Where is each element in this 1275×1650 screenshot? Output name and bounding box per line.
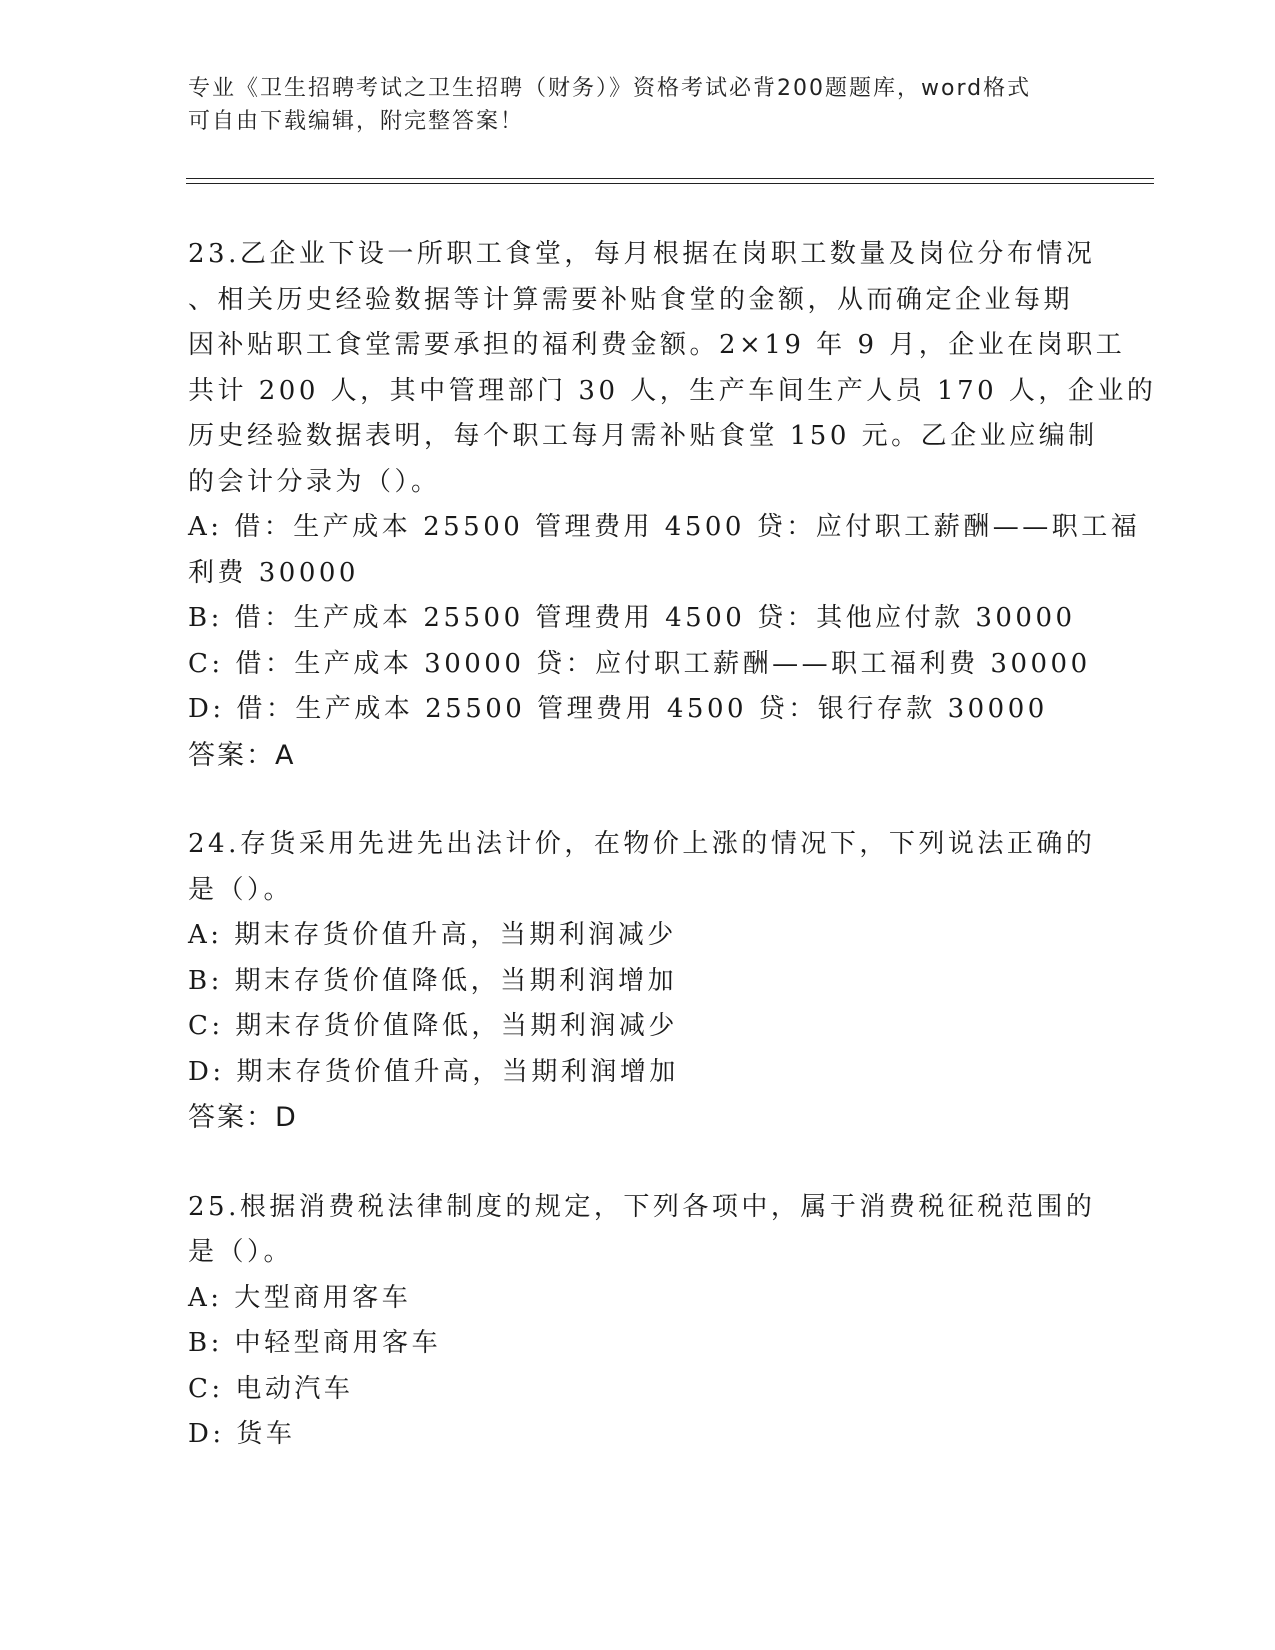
option-d: D: 期末存货价值升高，当期利润增加 <box>188 1056 679 1087</box>
question-stem-line: 的会计分录为（）。 <box>188 466 441 497</box>
option-a: A: 期末存货价值升高，当期利润减少 <box>188 920 677 950</box>
option-a: A: 大型商用客车 <box>188 1282 412 1313</box>
header-line: 专业《卫生招聘考试之卫生招聘（财务）》资格考试必背200题题库，word格式 <box>188 76 1032 101</box>
question-24 <box>188 822 1096 1141</box>
answer-label: 答案：A <box>188 739 296 771</box>
question-stem-line: 、相关历史经验数据等计算需要补贴食堂的金额，从而确定企业每期 <box>188 284 1074 315</box>
header-line: 可自由下载编辑，附完整答案！ <box>188 109 525 134</box>
option-c: C: 电动汽车 <box>188 1373 354 1404</box>
option-a-continued: 利费 30000 <box>188 557 359 588</box>
option-c: C: 期末存货价值降低，当期利润减少 <box>188 1011 678 1041</box>
header-divider <box>186 178 1154 184</box>
answer-label: 答案：D <box>188 1102 298 1133</box>
question-stem-line: 24.存货采用先进先出法计价，在物价上涨的情况下，下列说法正确的 <box>188 829 1096 859</box>
option-c: C: 借：生产成本 30000 贷：应付职工薪酬——职工福利费 30000 <box>188 648 1091 679</box>
option-d: D: 借：生产成本 25500 管理费用 4500 贷：银行存款 30000 <box>188 694 1048 724</box>
document-header <box>188 72 1088 138</box>
question-stem-line: 23.乙企业下设一所职工食堂，每月根据在岗职工数量及岗位分布情况 <box>188 239 1096 269</box>
option-d: D: 货车 <box>188 1419 296 1449</box>
question-25 <box>188 1185 1096 1458</box>
question-stem-line: 因补贴职工食堂需要承担的福利费金额。2×19 年 9 月，企业在岗职工 <box>188 330 1126 360</box>
question-stem-line: 共计 200 人，其中管理部门 30 人，生产车间生产人员 170 人，企业的 <box>188 375 1157 406</box>
question-list <box>188 232 1157 1502</box>
option-b: B: 中轻型商用客车 <box>188 1328 442 1358</box>
question-stem-line: 25.根据消费税法律制度的规定，下列各项中，属于消费税征税范围的 <box>188 1191 1096 1222</box>
question-stem-line: 是（）。 <box>188 1237 294 1267</box>
option-b: B: 期末存货价值降低，当期利润增加 <box>188 965 678 996</box>
question-stem-line: 是（）。 <box>188 874 294 905</box>
option-a: A: 借：生产成本 25500 管理费用 4500 贷：应付职工薪酬——职工福 <box>188 512 1141 542</box>
question-23 <box>188 232 1157 778</box>
question-stem-line: 历史经验数据表明，每个职工每月需补贴食堂 150 元。乙企业应编制 <box>188 421 1098 451</box>
option-b: B: 借：生产成本 25500 管理费用 4500 贷：其他应付款 30000 <box>188 603 1076 633</box>
